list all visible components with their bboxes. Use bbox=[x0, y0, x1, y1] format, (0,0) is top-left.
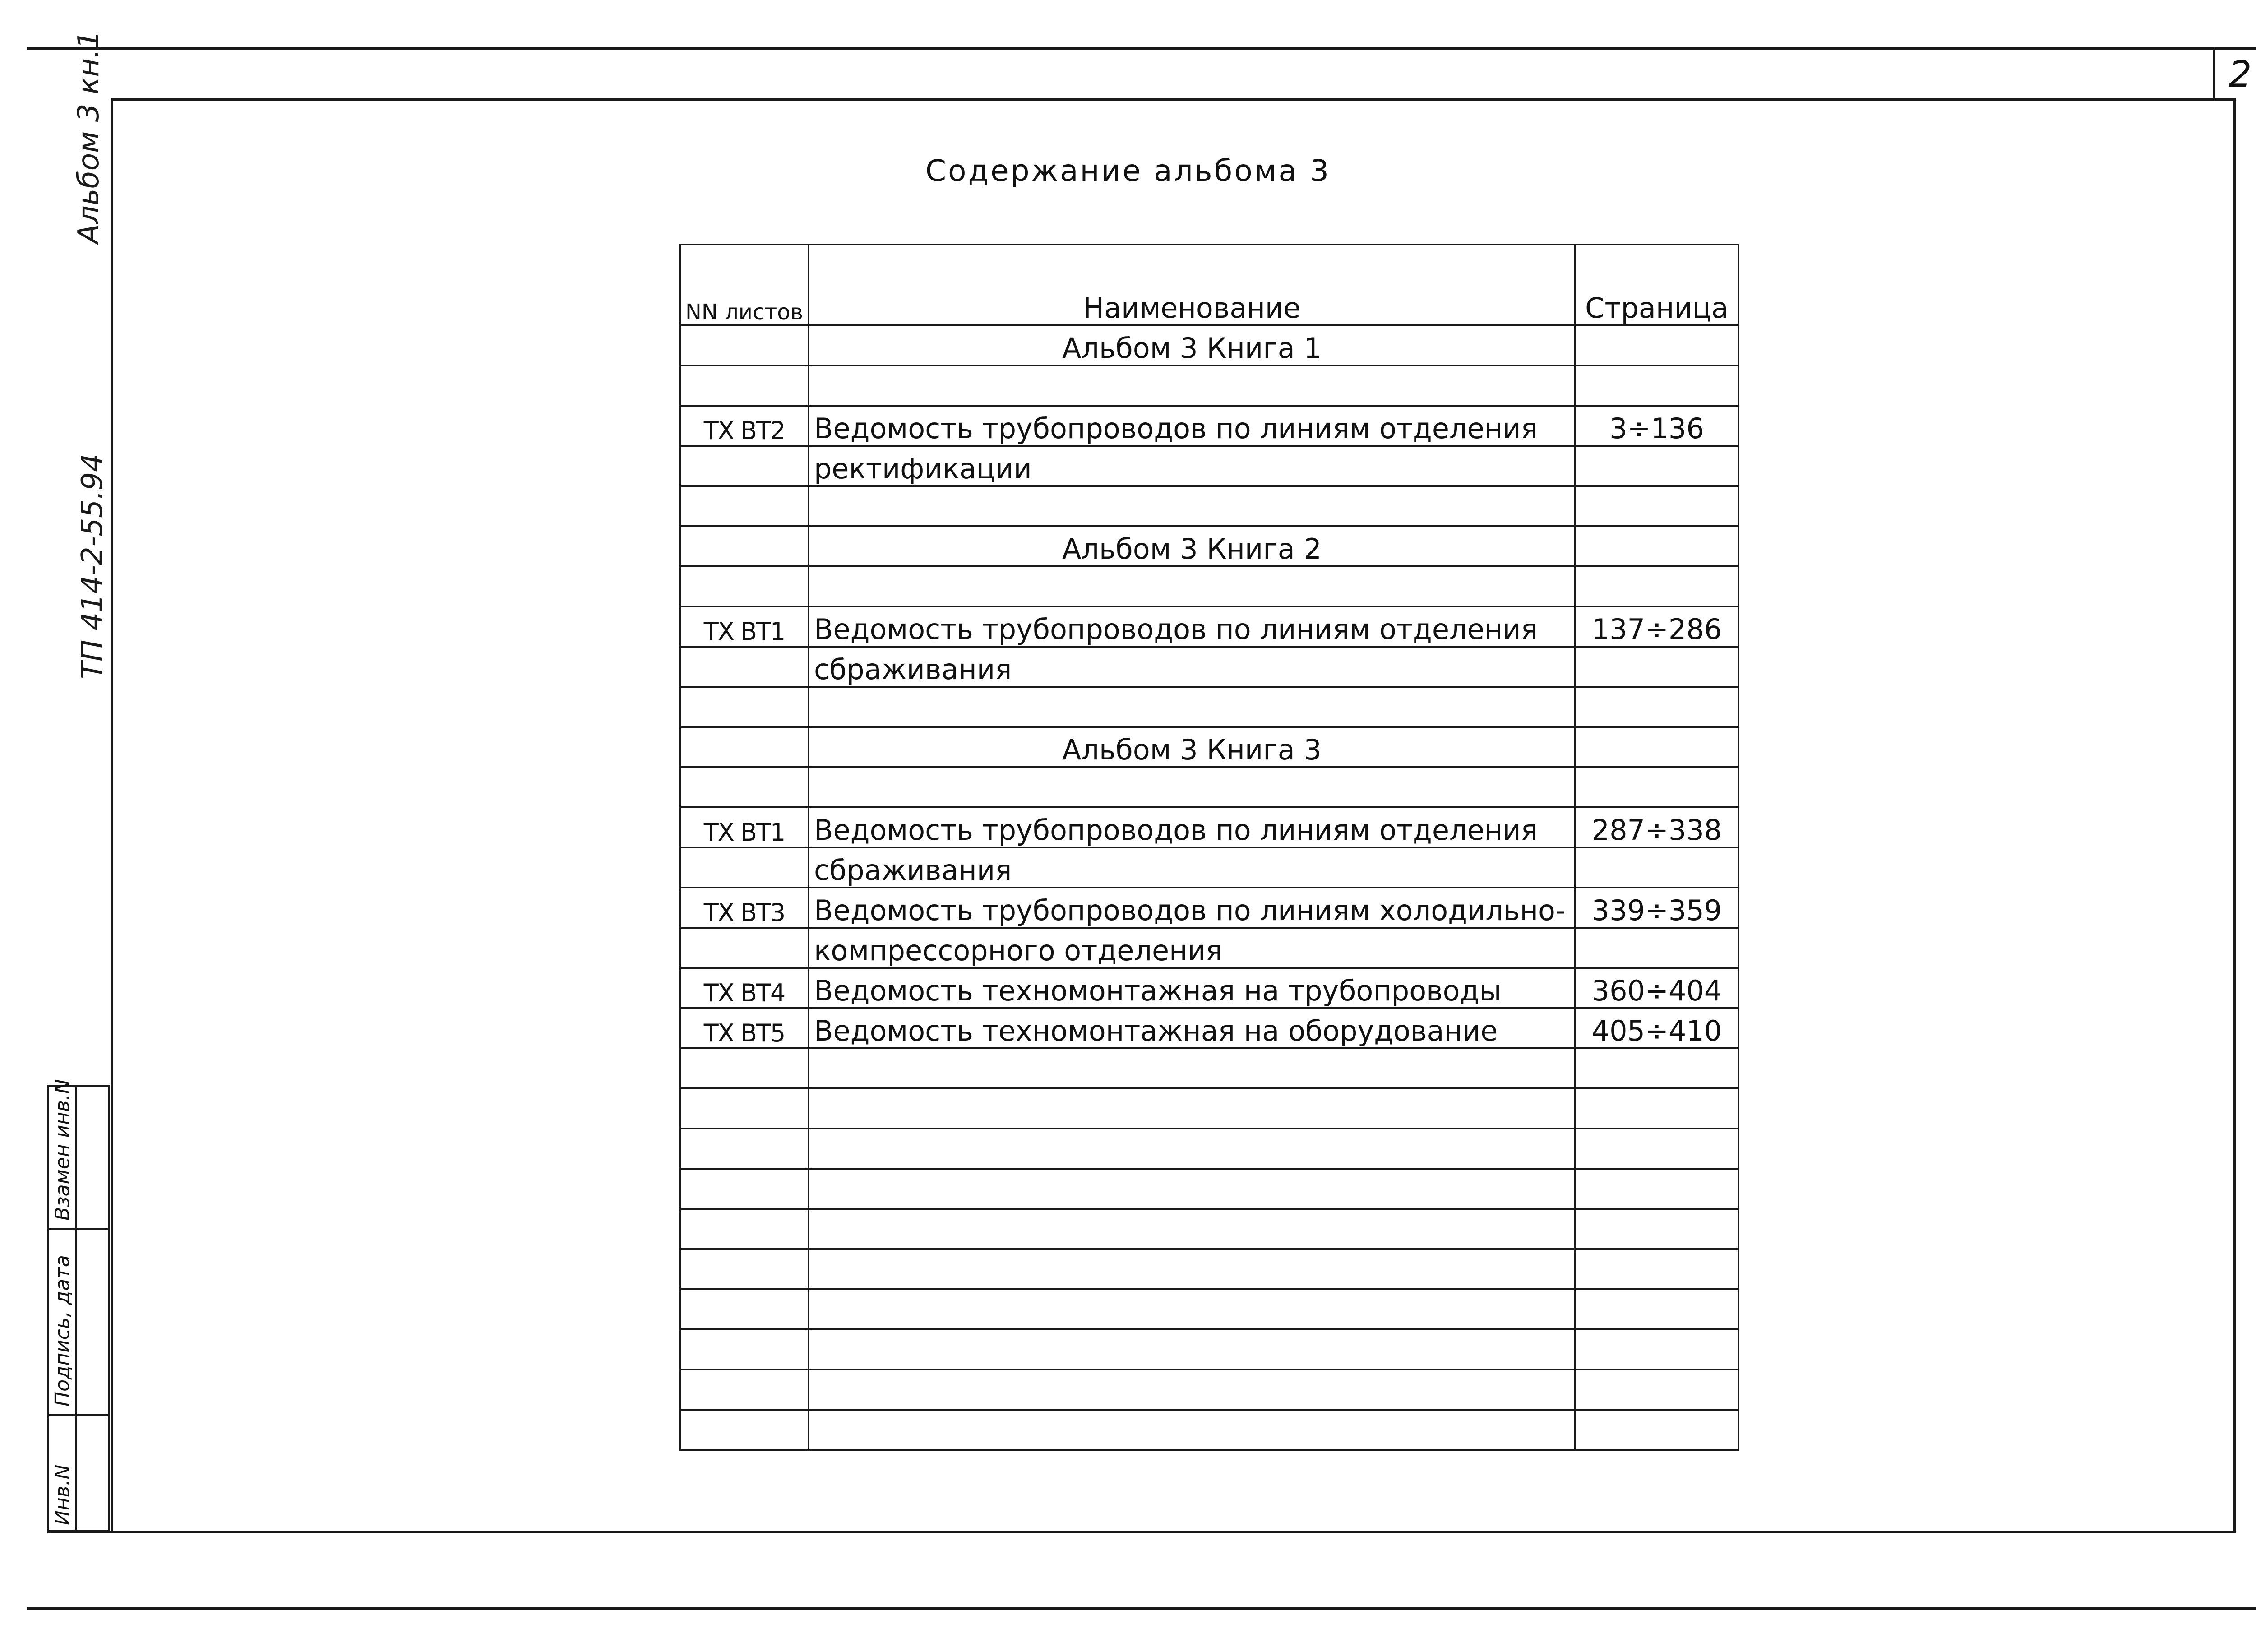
page-range-cell bbox=[1575, 1169, 1738, 1209]
table-row bbox=[680, 888, 1738, 928]
stamp-label-signature-date: Подпись, дата bbox=[51, 1255, 74, 1407]
sheet-number-cell: ТХ ВТ1 bbox=[680, 807, 809, 847]
name-cell: сбраживания bbox=[809, 847, 1575, 888]
page-range-cell: 287÷338 bbox=[1575, 807, 1738, 847]
sheet-number-cell bbox=[680, 1129, 809, 1169]
sheet-number-cell bbox=[680, 325, 809, 366]
empty-row bbox=[680, 1370, 1738, 1410]
name-cell: Альбом 3 Книга 3 bbox=[809, 727, 1575, 767]
empty-row bbox=[680, 1209, 1738, 1249]
contents-table bbox=[679, 244, 1739, 1451]
empty-row bbox=[680, 687, 1738, 727]
table-row bbox=[680, 606, 1738, 647]
sheet-number-cell bbox=[680, 366, 809, 406]
empty-row bbox=[680, 767, 1738, 807]
sheet-number-cell bbox=[680, 1289, 809, 1329]
name-cell bbox=[809, 1329, 1575, 1370]
empty-row bbox=[680, 1088, 1738, 1129]
empty-row bbox=[680, 486, 1738, 526]
page-range-cell: 3÷136 bbox=[1575, 406, 1738, 446]
page-range-cell bbox=[1575, 1329, 1738, 1370]
sheet-number-cell bbox=[680, 526, 809, 566]
page-range-cell bbox=[1575, 366, 1738, 406]
name-cell bbox=[809, 1289, 1575, 1329]
stamp-column-divider bbox=[75, 1085, 77, 1532]
frame-outer-top bbox=[27, 47, 2256, 50]
header-name: Наименование bbox=[809, 245, 1575, 325]
sheet-number-cell: ТХ ВТ2 bbox=[680, 406, 809, 446]
page-range-cell: 137÷286 bbox=[1575, 606, 1738, 647]
sheet-number-cell bbox=[680, 727, 809, 767]
table-row bbox=[680, 928, 1738, 968]
sheet-number-cell bbox=[680, 566, 809, 606]
page-range-cell bbox=[1575, 486, 1738, 526]
album-code-margin: Альбом 3 кн.1 bbox=[72, 30, 106, 244]
empty-row bbox=[680, 1048, 1738, 1088]
name-cell: Ведомость техномонтажная на трубопроводы bbox=[809, 968, 1575, 1008]
book-header-row bbox=[680, 325, 1738, 366]
page-range-cell bbox=[1575, 1209, 1738, 1249]
name-cell bbox=[809, 1209, 1575, 1249]
page-range-cell bbox=[1575, 687, 1738, 727]
page-range-cell bbox=[1575, 767, 1738, 807]
name-cell: Ведомость трубопроводов по линиям холодильно- bbox=[809, 888, 1575, 928]
frame-inner-top bbox=[111, 98, 2236, 101]
table-row bbox=[680, 446, 1738, 486]
sheet-number-cell bbox=[680, 687, 809, 727]
name-cell bbox=[809, 1048, 1575, 1088]
book-header-row bbox=[680, 727, 1738, 767]
sheet-number-cell: ТХ ВТ1 bbox=[680, 606, 809, 647]
table-header-row bbox=[680, 245, 1738, 325]
name-cell bbox=[809, 1249, 1575, 1289]
name-cell bbox=[809, 486, 1575, 526]
name-cell: Ведомость трубопроводов по линиям отделения bbox=[809, 807, 1575, 847]
page-range-cell bbox=[1575, 526, 1738, 566]
name-cell: ректификации bbox=[809, 446, 1575, 486]
name-cell: компрессорного отделения bbox=[809, 928, 1575, 968]
sheet-number-cell bbox=[680, 1249, 809, 1289]
page-range-cell bbox=[1575, 727, 1738, 767]
empty-row bbox=[680, 1129, 1738, 1169]
sheet-number-cell bbox=[680, 1410, 809, 1450]
table-row bbox=[680, 406, 1738, 446]
name-cell bbox=[809, 1410, 1575, 1450]
page-range-cell: 405÷410 bbox=[1575, 1008, 1738, 1048]
stamp-label-replaced-inv: Взамен инв.N bbox=[51, 1079, 74, 1221]
name-cell bbox=[809, 566, 1575, 606]
empty-row bbox=[680, 1329, 1738, 1370]
sheet-number-cell bbox=[680, 1169, 809, 1209]
sheet-number-cell bbox=[680, 1329, 809, 1370]
empty-row bbox=[680, 1169, 1738, 1209]
sheet-number-cell bbox=[680, 847, 809, 888]
page-range-cell bbox=[1575, 325, 1738, 366]
empty-row bbox=[680, 1410, 1738, 1450]
page-range-cell bbox=[1575, 1370, 1738, 1410]
sheet-number-cell bbox=[680, 486, 809, 526]
empty-row bbox=[680, 1249, 1738, 1289]
header-sheet-number: NN листов bbox=[680, 245, 809, 325]
book-header-row bbox=[680, 526, 1738, 566]
page-range-cell bbox=[1575, 1249, 1738, 1289]
empty-row bbox=[680, 566, 1738, 606]
page-range-cell bbox=[1575, 1088, 1738, 1129]
page-range-cell bbox=[1575, 647, 1738, 687]
name-cell bbox=[809, 687, 1575, 727]
name-cell bbox=[809, 366, 1575, 406]
name-cell: Ведомость техномонтажная на оборудование bbox=[809, 1008, 1575, 1048]
name-cell: Альбом 3 Книга 1 bbox=[809, 325, 1575, 366]
page-range-cell: 339÷359 bbox=[1575, 888, 1738, 928]
name-cell bbox=[809, 767, 1575, 807]
page-range-cell bbox=[1575, 566, 1738, 606]
sheet-number: 2 bbox=[2228, 53, 2252, 95]
table-row bbox=[680, 647, 1738, 687]
page-range-cell bbox=[1575, 1048, 1738, 1088]
sheet-number-cell bbox=[680, 1088, 809, 1129]
empty-row bbox=[680, 366, 1738, 406]
table-row bbox=[680, 1008, 1738, 1048]
stamp-label-inv-original: Инв.N bbox=[51, 1464, 74, 1525]
sheet-number-cell bbox=[680, 1048, 809, 1088]
sheet-number-cell bbox=[680, 1209, 809, 1249]
name-cell: сбраживания bbox=[809, 647, 1575, 687]
frame-inner-right bbox=[2233, 98, 2236, 1533]
sheet-number-cell bbox=[680, 647, 809, 687]
sheet-number-box-left bbox=[2213, 47, 2215, 101]
sheet-number-cell: ТХ ВТ4 bbox=[680, 968, 809, 1008]
frame-outer-bottom bbox=[27, 1607, 2256, 1610]
page-range-cell bbox=[1575, 446, 1738, 486]
page-range-cell bbox=[1575, 1129, 1738, 1169]
page-range-cell bbox=[1575, 1410, 1738, 1450]
project-code-margin: ТП 414-2-55.94 bbox=[76, 453, 109, 679]
table-body bbox=[680, 325, 1738, 1450]
name-cell: Альбом 3 Книга 2 bbox=[809, 526, 1575, 566]
sheet-number-cell bbox=[680, 1370, 809, 1410]
table-row bbox=[680, 807, 1738, 847]
name-cell bbox=[809, 1370, 1575, 1410]
page-range-cell bbox=[1575, 847, 1738, 888]
sheet-number-cell: ТХ ВТ5 bbox=[680, 1008, 809, 1048]
sheet-number-cell bbox=[680, 446, 809, 486]
table-row bbox=[680, 968, 1738, 1008]
frame-inner-bottom bbox=[47, 1531, 2236, 1533]
name-cell bbox=[809, 1088, 1575, 1129]
name-cell: Ведомость трубопроводов по линиям отделения bbox=[809, 606, 1575, 647]
page-range-cell: 360÷404 bbox=[1575, 968, 1738, 1008]
page-title: Содержание альбома 3 bbox=[925, 153, 1331, 188]
page-range-cell bbox=[1575, 1289, 1738, 1329]
sheet-number-cell: ТХ ВТ3 bbox=[680, 888, 809, 928]
page-range-cell bbox=[1575, 928, 1738, 968]
approval-stamp bbox=[47, 1079, 111, 1532]
sheet-number-cell bbox=[680, 767, 809, 807]
header-page: Страница bbox=[1575, 245, 1738, 325]
empty-row bbox=[680, 1289, 1738, 1329]
name-cell: Ведомость трубопроводов по линиям отделения bbox=[809, 406, 1575, 446]
name-cell bbox=[809, 1169, 1575, 1209]
sheet-number-cell bbox=[680, 928, 809, 968]
table-row bbox=[680, 847, 1738, 888]
name-cell bbox=[809, 1129, 1575, 1169]
frame-inner-left bbox=[111, 98, 113, 1533]
